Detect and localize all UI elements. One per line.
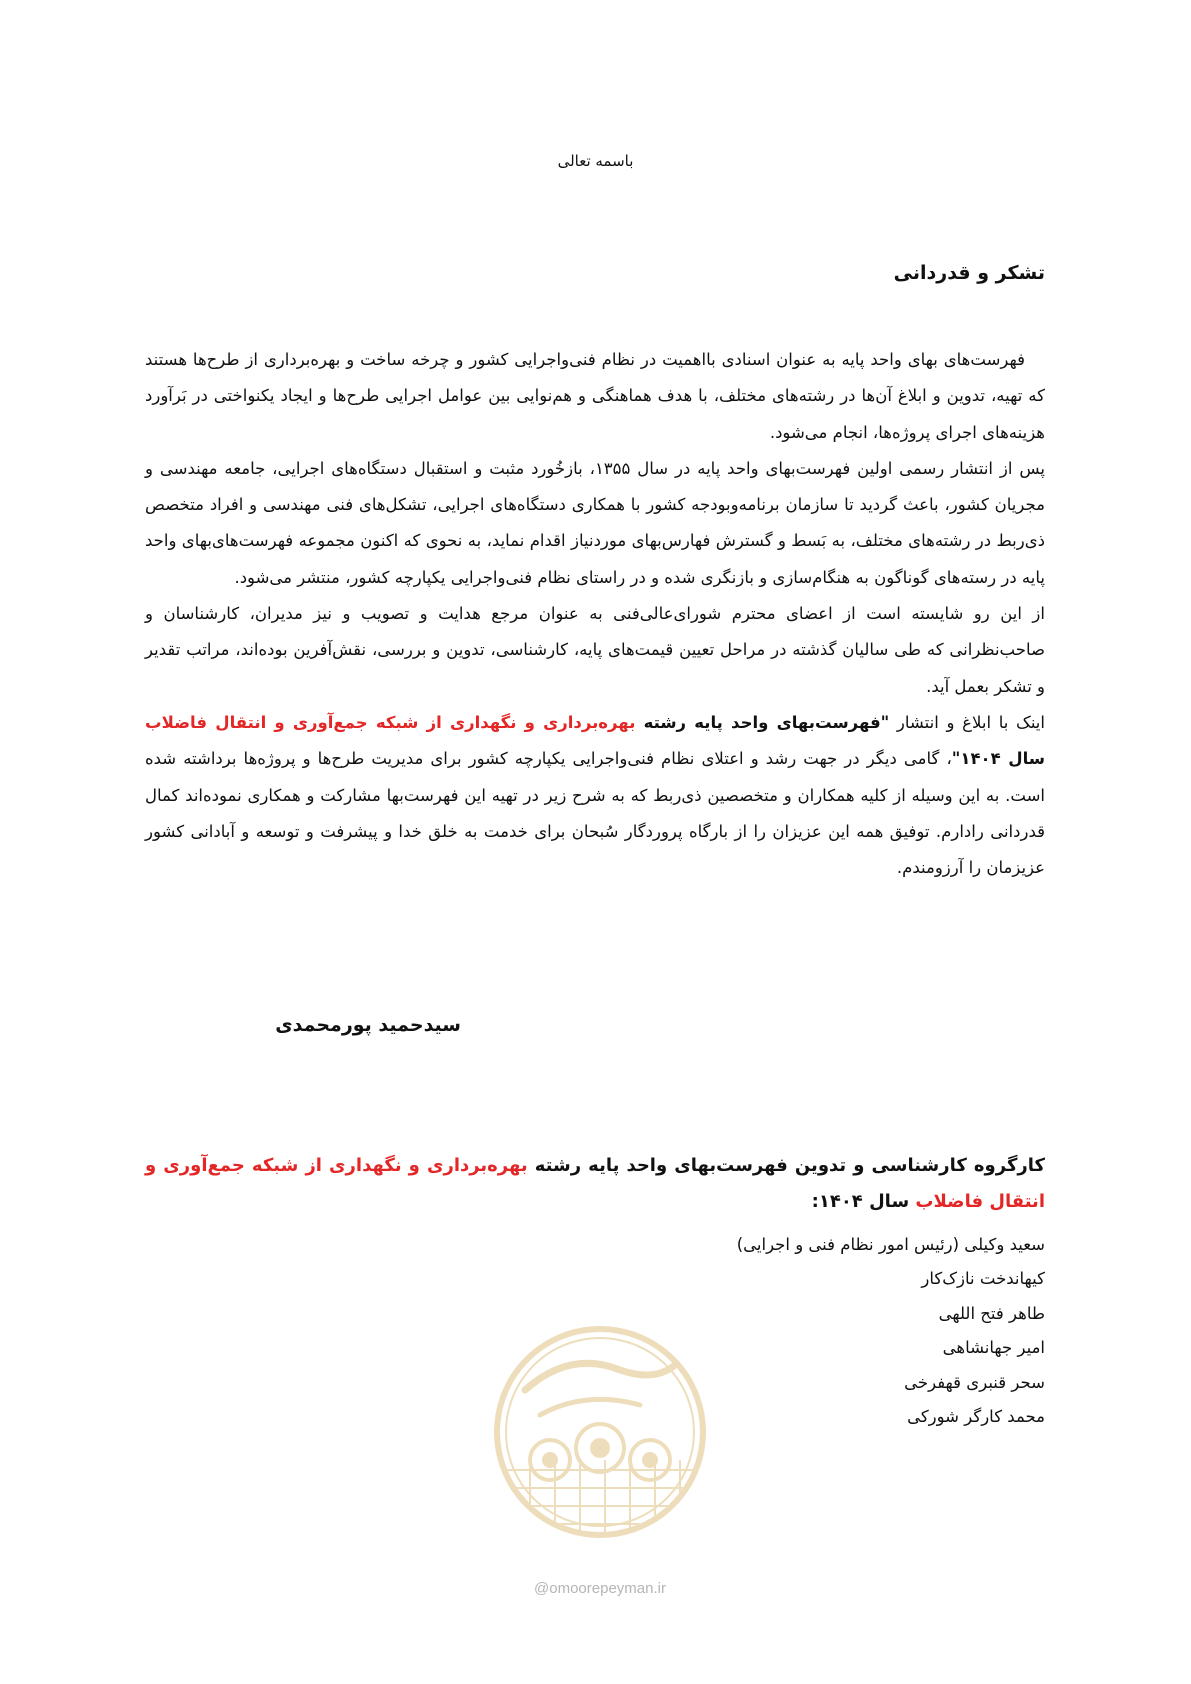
seal-calligraphy-lower xyxy=(540,1399,640,1415)
paragraph-1: فهرست‌های بهای واحد پایه به عنوان اسنادی بااهمیت در نظام فنی‌واجرایی کشور و چرخه ساخت و بهره‌برداری از طرح‌ها هستند که تهیه، تدوین و ابلاغ آن‌ها در رشته‌های مختلف، با هدف هماهنگی و هم‌نوایی بین عوامل اجرایی طرح‌ها و ایجاد یکنواختی در بَرآورد هزینه‌های اجرای پروژه‌ها، انجام می‌شود. xyxy=(145,350,1045,442)
member-item: محمد کارگر شورکی xyxy=(907,1407,1045,1427)
member-item: سعید وکیلی (رئیس امور نظام فنی و اجرایی) xyxy=(736,1235,1045,1254)
acknowledgement-body xyxy=(145,342,1045,886)
catalog-year: سال ۱۴۰۴" xyxy=(951,749,1046,769)
acknowledgement-title: تشکر و قدردانی xyxy=(893,262,1045,284)
paragraph-3: از این رو شایسته است از اعضای محترم شورای‌عالی‌فنی به عنوان مرجع هدایت و تصویب و نیز مدیران، کارشناسان و صاحب‌نظرانی که طی سالیان گذشته در مراحل تعیین قیمت‌های پایه، کارشناسی، تدوین و بررسی، نقش‌آفرین بوده‌اند، مراتب تقدیر و تشکر بعمل آید. xyxy=(145,604,1045,696)
paragraph-4-lead: اینک با ابلاغ و انتشار xyxy=(889,712,1045,732)
working-group-members xyxy=(737,1228,1045,1434)
catalog-name-quote: "فهرست‌بهای واحد پایه رشته xyxy=(635,712,890,732)
paragraph-4-rest: ، گامی دیگر در جهت رشد و اعتلای نظام فنی‌واجرایی یکپارچه کشور برای مدیریت طرح‌ها و پروژه‌ها برداشته شده است. به این وسیله از کلیه همکاران و متخصصین ذی‌ربط که به شرح زیر در تهیه این فهرست‌بها مشارکت و همکاری نموده‌اند کمال قدردانی رادارم. توفیق همه این عزیزان را از بارگاه پروردگار سُبحان برای خدمت به خلق خدا و پیشرفت و توسعه و آبادانی کشور عزیزمان را آرزومندم. xyxy=(145,749,1045,878)
watermark-url: @omoorepeyman.ir xyxy=(534,1580,666,1597)
paragraph-2: پس از انتشار رسمی اولین فهرست‌بهای واحد پایه در سال ۱۳۵۵، بازخُورد مثبت و استقبال دستگاه‌های اجرایی، جامعه مهندسی و مجریان کشور، باعث گردید تا سازمان برنامه‌وبودجه کشور با همکاری دستگاه‌های اجرایی، تشکل‌های فنی مهندسی و افراد متخصص ذی‌ربط در رشته‌های مختلف، به بَسط و گسترش فهارس‌بهای موردنیاز اقدام نماید، به نحوی که اکنون مجموعه فهرست‌های‌بهای واحد پایه در رسته‌های گوناگون به هنگام‌سازی و بازنگری شده و در راستای نظام فنی‌واجرایی یکپارچه کشور، منتشر می‌شود. xyxy=(145,458,1045,587)
working-group-title xyxy=(145,1148,1045,1220)
watermark-seal-icon xyxy=(490,1320,710,1570)
paragraph-4 xyxy=(145,705,1045,886)
member-item: امیر جهانشاهی xyxy=(942,1338,1045,1358)
working-group-title-lead: کارگروه کارشناسی و تدوین فهرست‌بهای واحد پایه رشته xyxy=(527,1155,1045,1176)
member-item: کیهاندخت نازک‌کار xyxy=(921,1269,1045,1289)
working-group-field-name: بهره‌برداری و نگهداری از شبکه جمع‌آوری و انتقال فاضلاب xyxy=(145,1155,1045,1212)
member-item: سحر قنبری قهفرخی xyxy=(904,1372,1045,1392)
member-item: طاهر فتح اللهی xyxy=(938,1303,1045,1323)
working-group-year: سال ۱۴۰۴: xyxy=(811,1191,916,1212)
invocation-heading: باسمه تعالی xyxy=(557,152,634,170)
seal-outer-ring xyxy=(497,1329,703,1535)
seal-calligraphy xyxy=(525,1363,675,1390)
signatory-name: سیدحمید پورمحمدی xyxy=(275,1014,461,1036)
catalog-field-name: بهره‌برداری و نگهداری از شبکه جمع‌آوری و انتقال فاضلاب xyxy=(145,712,636,732)
